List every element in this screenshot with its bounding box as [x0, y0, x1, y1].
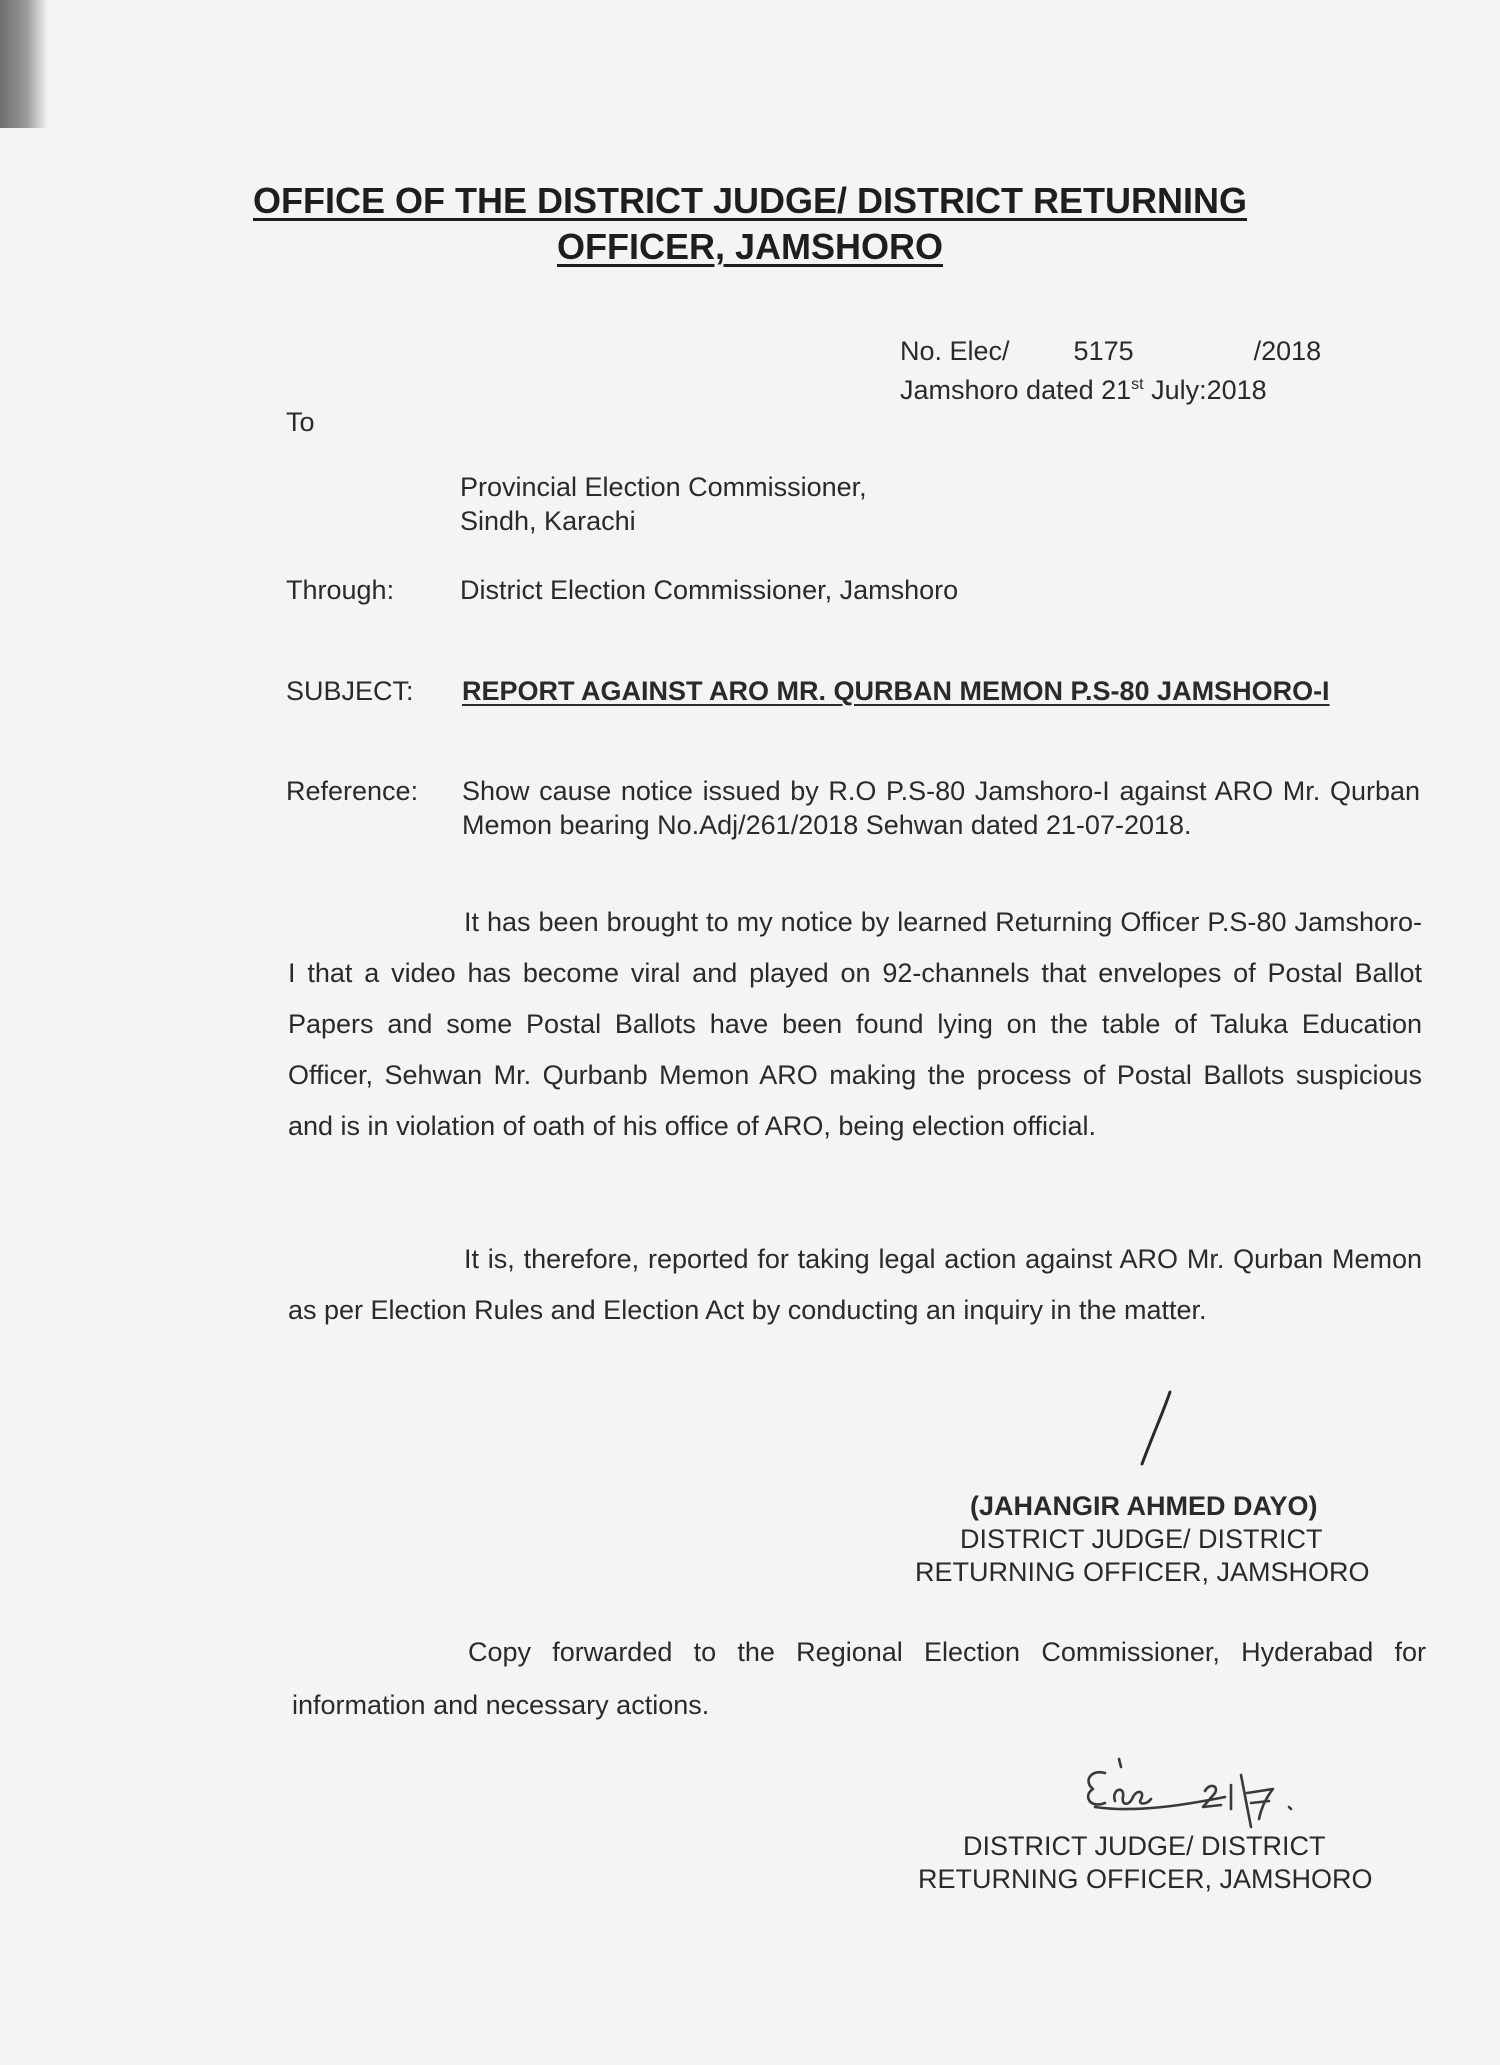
ref-year: /2018	[1253, 336, 1322, 366]
reference-number	[900, 334, 1321, 368]
header-line-1: OFFICE OF THE DISTRICT JUDGE/ DISTRICT RETURNING	[252, 180, 1247, 221]
handwritten-initials	[1075, 1745, 1335, 1835]
addressee-line-1: Provincial Election Commissioner,	[460, 472, 867, 502]
ref-number: 5175	[1073, 336, 1134, 366]
body-paragraph-1: It has been brought to my notice by learned Returning Officer P.S-80 Jamshoro-I that a video has become viral and played on 92-channels that envelopes of Postal Ballot Papers and some Postal Ballots have been found lying on the table of Taluka Education Officer, Sehwan Mr. Qurbanb Memon ARO making the process of Postal Ballots suspicious and is in violation of oath of his office of ARO, being election official.	[288, 907, 1422, 1141]
signature-block-1	[915, 1490, 1415, 1589]
ref-prefix: No. Elec/	[900, 336, 1010, 366]
through-value: District Election Commissioner, Jamshoro	[460, 575, 959, 605]
to-label: To	[286, 407, 315, 437]
letter-date	[900, 368, 1267, 407]
signature-block-2	[918, 1830, 1418, 1896]
addressee-line-2: Sindh, Karachi	[460, 506, 636, 536]
signatory-designation-2: RETURNING OFFICER, JAMSHORO	[915, 1557, 1370, 1587]
subject-value: REPORT AGAINST ARO MR. QURBAN MEMON P.S-80 JAMSHORO-I	[462, 676, 1330, 706]
date-sup: st	[1131, 376, 1144, 393]
signatory-name: (JAHANGIR AHMED DAYO)	[970, 1491, 1318, 1521]
body-paragraph-2: It is, therefore, reported for taking legal action against ARO Mr. Qurban Memon as per Election Rules and Election Act by conducting an inquiry in the matter.	[288, 1244, 1422, 1325]
signatory2-designation-1: DISTRICT JUDGE/ DISTRICT	[963, 1831, 1326, 1861]
date-prefix: Jamshoro dated 21	[900, 375, 1132, 405]
subject-label: SUBJECT:	[286, 676, 414, 706]
signatory-designation-1: DISTRICT JUDGE/ DISTRICT	[960, 1524, 1323, 1554]
date-suffix: July:2018	[1143, 375, 1267, 405]
signatory2-designation-2: RETURNING OFFICER, JAMSHORO	[918, 1864, 1373, 1894]
signature-mark	[1130, 1388, 1180, 1468]
through-label: Through:	[286, 575, 395, 605]
header-line-2: OFFICER, JAMSHORO	[556, 226, 943, 267]
scan-edge-shadow	[0, 0, 48, 128]
copy-forwarded: Copy forwarded to the Regional Election Commissioner, Hyderabad for information and necessary actions.	[292, 1637, 1426, 1720]
reference-label: Reference:	[286, 776, 419, 806]
office-header	[250, 178, 1250, 270]
addressee	[460, 470, 867, 538]
reference-value: Show cause notice issued by R.O P.S-80 Jamshoro-I against ARO Mr. Qurban Memon bearing No.Adj/261/2018 Sehwan dated 21-07-2018.	[462, 776, 1420, 840]
